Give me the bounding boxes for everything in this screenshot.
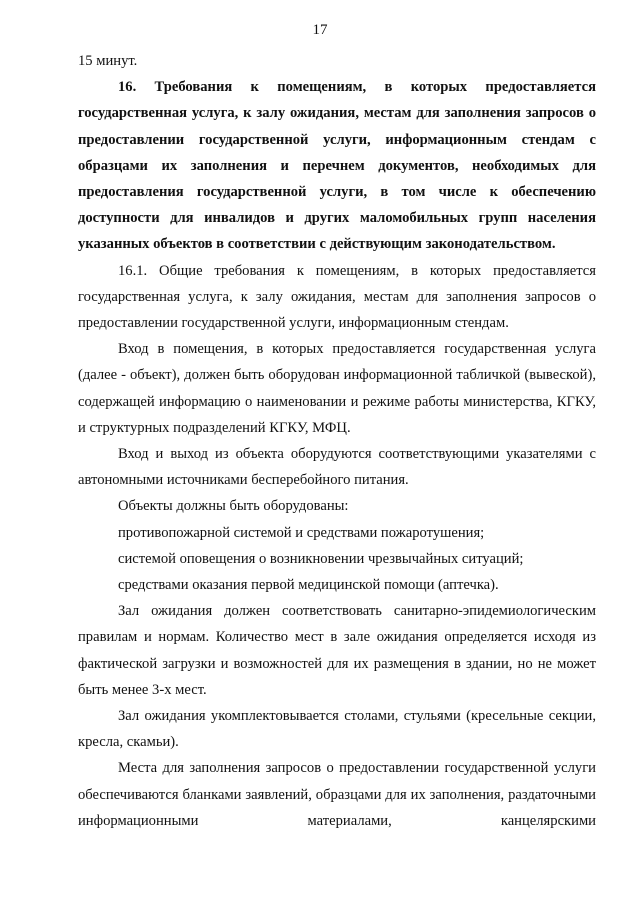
paragraph: Зал ожидания должен соответствовать санитарно-эпидемиологическим правилам и нормам. Количество мест в зале ожидания определяется исходя из фактической загрузки и возможностей для их размещения в здании, но не может быть менее 3-х мест. (78, 603, 596, 698)
paragraph-continuation: 15 минут. (78, 53, 138, 69)
page-number: 17 (312, 22, 328, 38)
paragraph: Вход в помещения, в которых предоставляется государственная услуга (далее - объект), должен быть оборудован информационной табличкой (вывеской), содержащей информацию о наименовании и режиме работы министерства, КГКУ, и структурных подразделений КГКУ, МФЦ. (78, 341, 596, 436)
list-item: системой оповещения о возникновении чрезвычайных ситуаций; (118, 550, 524, 567)
document-body (78, 48, 596, 834)
paragraph: Объекты должны быть оборудованы: (118, 498, 349, 515)
paragraph: Вход и выход из объекта оборудуются соответствующими указателями с автономными источниками бесперебойного питания. (78, 446, 596, 489)
section-heading: 16. Требования к помещениям, в которых предоставляется государственная услуга, к залу ожидания, местам для заполнения запросов о предоставлении государственной услуги, информационным стендам с образцами их заполнения и перечнем документов, необходимых для предоставления государственной услуги, в том числе к обеспечению доступности для инвалидов и других маломобильных групп населения указанных объектов в соответствии с действующим законодательством. (78, 79, 596, 253)
paragraph: Зал ожидания укомплектовывается столами, стульями (кресельные секции, кресла, скамьи). (78, 708, 596, 751)
list-item: средствами оказания первой медицинской помощи (аптечка). (118, 577, 499, 594)
paragraph: 16.1. Общие требования к помещениям, в которых предоставляется государственная услуга, к залу ожидания, местам для заполнения запросов о предоставлении государственной услуги, информационным стендам. (78, 262, 596, 332)
paragraph-continues: Места для заполнения запросов о предоставлении государственной услуги обеспечиваются бланками заявлений, образцами для их заполнения, раздаточными информационными материалами, канцелярскими (78, 760, 596, 829)
list-item: противопожарной системой и средствами пожаротушения; (118, 524, 485, 541)
